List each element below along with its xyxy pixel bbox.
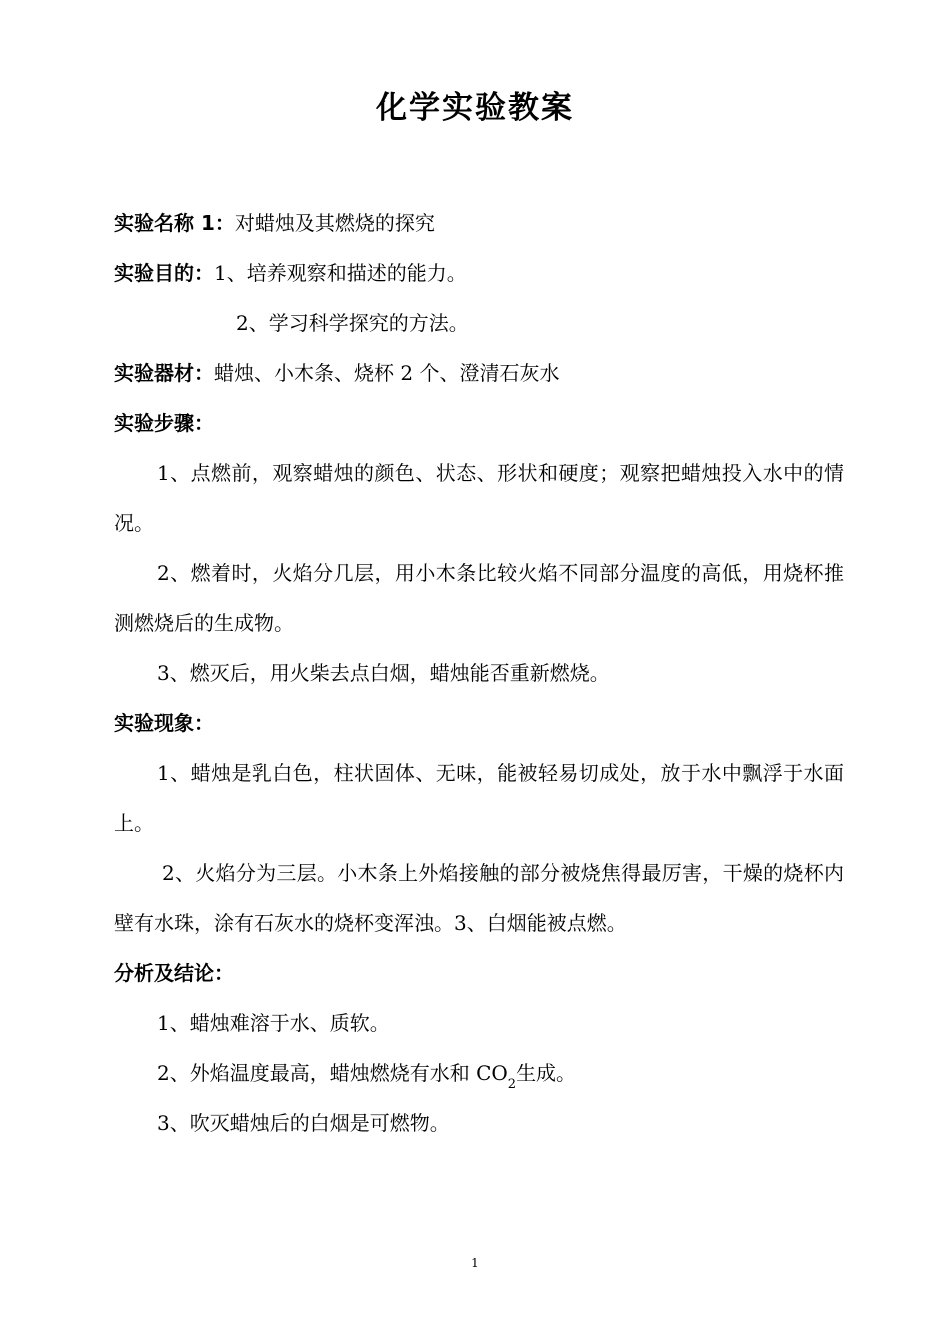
conclusion-item-text: 生成。 (516, 1061, 577, 1085)
conclusion-item-text: 2、外焰温度最高，蜡烛燃烧有水和 CO (157, 1061, 508, 1085)
document-title: 化学实验教案 (376, 90, 574, 126)
steps-heading: 实验步骤： (114, 411, 214, 435)
step-item: 2、燃着时，火焰分几层，用小木条比较火焰不同部分温度的高低，用烧杯推测燃烧后的生成物。 (114, 561, 844, 635)
purpose-label: 实验目的： (114, 261, 214, 285)
phenomenon-item: 2、火焰分为三层。小木条上外焰接触的部分被烧焦得最厉害，干燥的烧杯内壁有水珠，涂有石灰水的烧杯变浑浊。3、白烟能被点燃。 (114, 861, 844, 935)
step-item: 3、燃灭后，用火柴去点白烟，蜡烛能否重新燃烧。 (157, 661, 610, 685)
conclusion-item (114, 1048, 844, 1098)
lesson-plan-body (114, 198, 844, 1148)
experiment-name-label: 实验名称 1： (114, 211, 235, 235)
experiment-name-value: 对蜡烛及其燃烧的探究 (234, 211, 435, 235)
step-item: 1、点燃前，观察蜡烛的颜色、状态、形状和硬度；观察把蜡烛投入水中的情况。 (114, 461, 844, 535)
purpose-line (114, 248, 844, 298)
phenomenon-item: 1、蜡烛是乳白色，柱状固体、无味，能被轻易切成处，放于水中飘浮于水面上。 (114, 761, 844, 835)
conclusion-heading: 分析及结论： (114, 961, 234, 985)
co2-subscript: 2 (507, 1077, 517, 1092)
purpose-item: 1、培养观察和描述的能力。 (214, 261, 467, 285)
materials-label: 实验器材： (114, 361, 214, 385)
materials-line (114, 348, 844, 398)
experiment-name-line (114, 198, 844, 248)
page-number: 1 (471, 1256, 479, 1270)
purpose-item: 2、学习科学探究的方法。 (236, 311, 469, 335)
materials-value: 蜡烛、小木条、烧杯 2 个、澄清石灰水 (214, 361, 560, 385)
conclusion-item: 1、蜡烛难溶于水、质软。 (157, 1011, 390, 1035)
conclusion-item: 3、吹灭蜡烛后的白烟是可燃物。 (157, 1111, 450, 1135)
phenomena-heading: 实验现象： (114, 711, 214, 735)
